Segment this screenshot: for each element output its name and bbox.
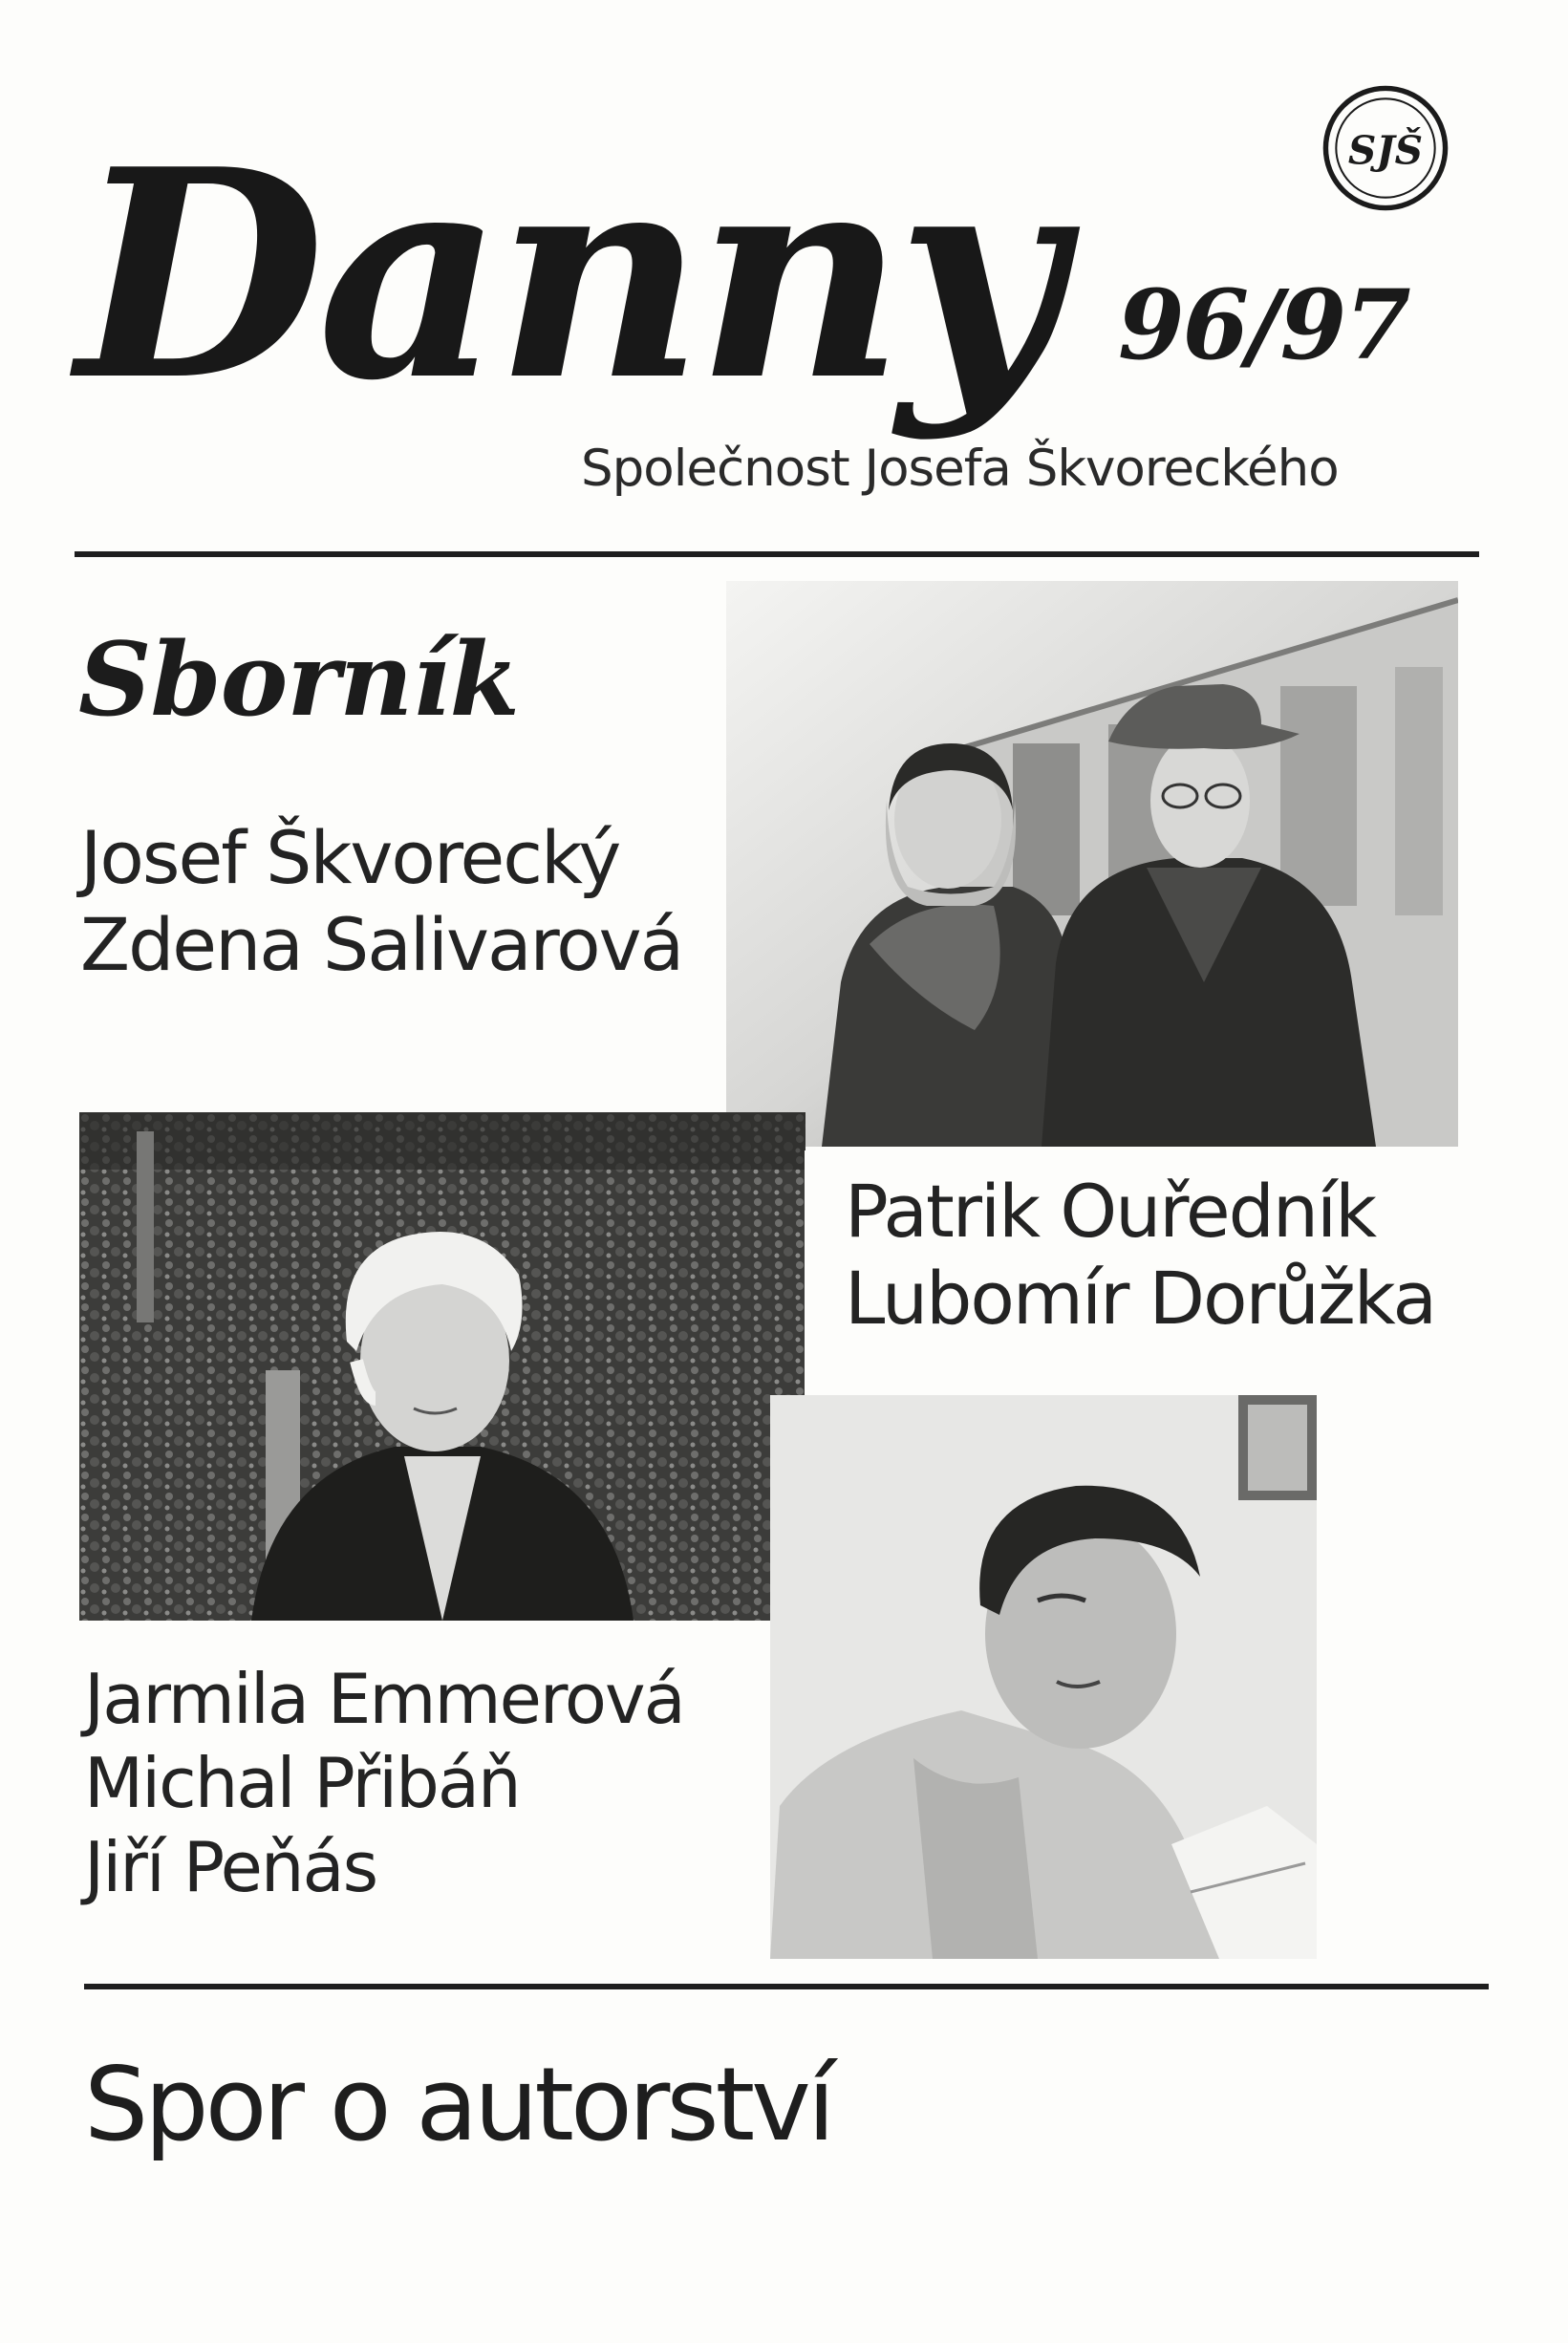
- author-name: Jarmila Emmerová: [84, 1659, 684, 1739]
- author-list-1: [80, 814, 682, 988]
- photo-elderly-man-icon: [79, 1112, 805, 1621]
- author-list-2: [845, 1168, 1435, 1342]
- bottom-divider: [84, 1984, 1489, 1989]
- author-name: Michal Přibáň: [84, 1742, 520, 1823]
- author-name: Lubomír Dorůžka: [845, 1256, 1436, 1342]
- publisher-subtitle: Společnost Josefa Škvoreckého: [581, 440, 1339, 498]
- issue-number: 96/97: [1118, 269, 1409, 381]
- top-divider: [75, 551, 1479, 557]
- author-name: Patrik Ouředník: [845, 1169, 1376, 1254]
- photo-man-reading-icon: [770, 1395, 1317, 1959]
- author-name: Zdena Salivarová: [80, 902, 683, 988]
- author-name: Josef Škvorecký: [80, 815, 620, 900]
- magazine-title: Danny: [76, 106, 1057, 443]
- author-list-3: [84, 1658, 684, 1909]
- section-heading: Sborník: [78, 619, 519, 739]
- sjs-society-seal-icon: [1321, 83, 1450, 213]
- svg-text:SJŠ: SJŠ: [1347, 127, 1424, 174]
- author-name: Jiří Peňás: [84, 1826, 377, 1907]
- feature-title: Spor o autorství: [84, 2046, 832, 2163]
- photo-couple-icon: [726, 581, 1458, 1147]
